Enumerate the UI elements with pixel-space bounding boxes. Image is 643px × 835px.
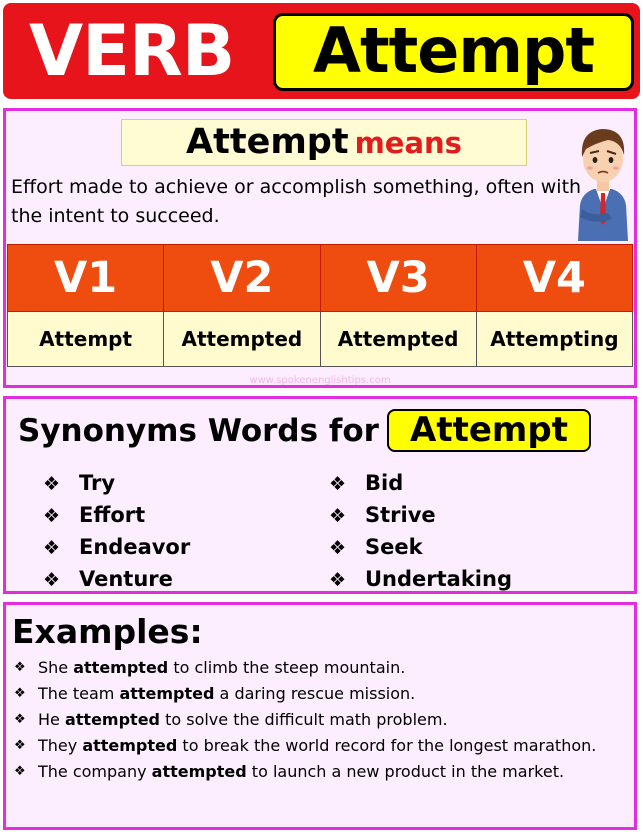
- diamond-bullet-icon: ❖: [43, 537, 61, 559]
- synonyms-title: Synonyms Words for: [18, 413, 379, 449]
- examples-title: Examples:: [12, 612, 203, 651]
- synonym-item: [43, 499, 190, 531]
- example-sentence: [14, 681, 604, 707]
- v2-value: Attempted: [164, 312, 320, 367]
- synonym-text: Try: [79, 471, 116, 495]
- v2-header: V2: [164, 245, 320, 312]
- title-word: Attempt: [313, 14, 594, 87]
- diamond-bullet-icon: ❖: [14, 764, 26, 779]
- v4-header: V4: [476, 245, 632, 312]
- synonyms-word-box: [387, 409, 591, 452]
- synonym-text: Bid: [365, 471, 404, 495]
- synonym-text: Strive: [365, 503, 436, 527]
- example-text: He attempted to solve the difficult math problem.: [38, 710, 448, 729]
- diamond-bullet-icon: ❖: [43, 569, 61, 591]
- title-word-box: [273, 13, 634, 91]
- example-sentence: [14, 759, 604, 785]
- synonym-item: [43, 563, 190, 595]
- watermark: www.spokenenglishtips.com: [249, 375, 391, 386]
- example-text: She attempted to climb the steep mountain.: [38, 658, 406, 677]
- confused-man-illustration: [568, 113, 638, 241]
- v1-value: Attempt: [8, 312, 164, 367]
- synonym-item: [329, 467, 512, 499]
- example-text: The team attempted a daring rescue mission.: [38, 684, 416, 703]
- synonyms-left-column: [43, 467, 190, 595]
- synonym-text: Venture: [79, 567, 173, 591]
- meaning-panel: [3, 108, 637, 388]
- v3-value: Attempted: [320, 312, 476, 367]
- v4-value: Attempting: [476, 312, 632, 367]
- example-sentence: [14, 733, 604, 759]
- means-heading: [121, 119, 527, 166]
- synonym-item: [43, 467, 190, 499]
- synonym-text: Endeavor: [79, 535, 191, 559]
- synonym-text: Seek: [365, 535, 423, 559]
- diamond-bullet-icon: ❖: [14, 738, 26, 753]
- diamond-bullet-icon: ❖: [329, 569, 347, 591]
- synonym-text: Undertaking: [365, 567, 512, 591]
- diamond-bullet-icon: ❖: [14, 712, 26, 727]
- example-sentence: [14, 655, 604, 681]
- synonym-item: [329, 563, 512, 595]
- diamond-bullet-icon: ❖: [329, 473, 347, 495]
- example-text: The company attempted to launch a new product in the market.: [38, 762, 565, 781]
- example-sentence: [14, 707, 604, 733]
- examples-panel: [3, 602, 637, 830]
- diamond-bullet-icon: ❖: [43, 505, 61, 527]
- diamond-bullet-icon: ❖: [14, 660, 26, 675]
- verb-forms-value-row: [8, 312, 633, 367]
- v1-header: V1: [8, 245, 164, 312]
- diamond-bullet-icon: ❖: [329, 537, 347, 559]
- example-text: They attempted to break the world record for the longest marathon.: [38, 736, 597, 755]
- means-word: Attempt: [186, 122, 349, 162]
- synonym-text: Effort: [79, 503, 146, 527]
- diamond-bullet-icon: ❖: [329, 505, 347, 527]
- synonym-item: [329, 531, 512, 563]
- synonyms-right-column: [329, 467, 512, 595]
- examples-list: [14, 655, 604, 785]
- diamond-bullet-icon: ❖: [43, 473, 61, 495]
- verb-forms-table: [7, 244, 633, 367]
- definition-text: Effort made to achieve or accomplish something, often with the intent to succeed.: [11, 176, 582, 227]
- title-banner: [3, 3, 640, 99]
- synonyms-panel: [3, 396, 637, 594]
- synonym-item: [329, 499, 512, 531]
- verb-forms-header-row: [8, 245, 633, 312]
- v3-header: V3: [320, 245, 476, 312]
- means-label: means: [354, 126, 462, 160]
- verb-label: VERB: [29, 10, 235, 92]
- synonyms-word: Attempt: [410, 410, 568, 450]
- diamond-bullet-icon: ❖: [14, 686, 26, 701]
- synonym-item: [43, 531, 190, 563]
